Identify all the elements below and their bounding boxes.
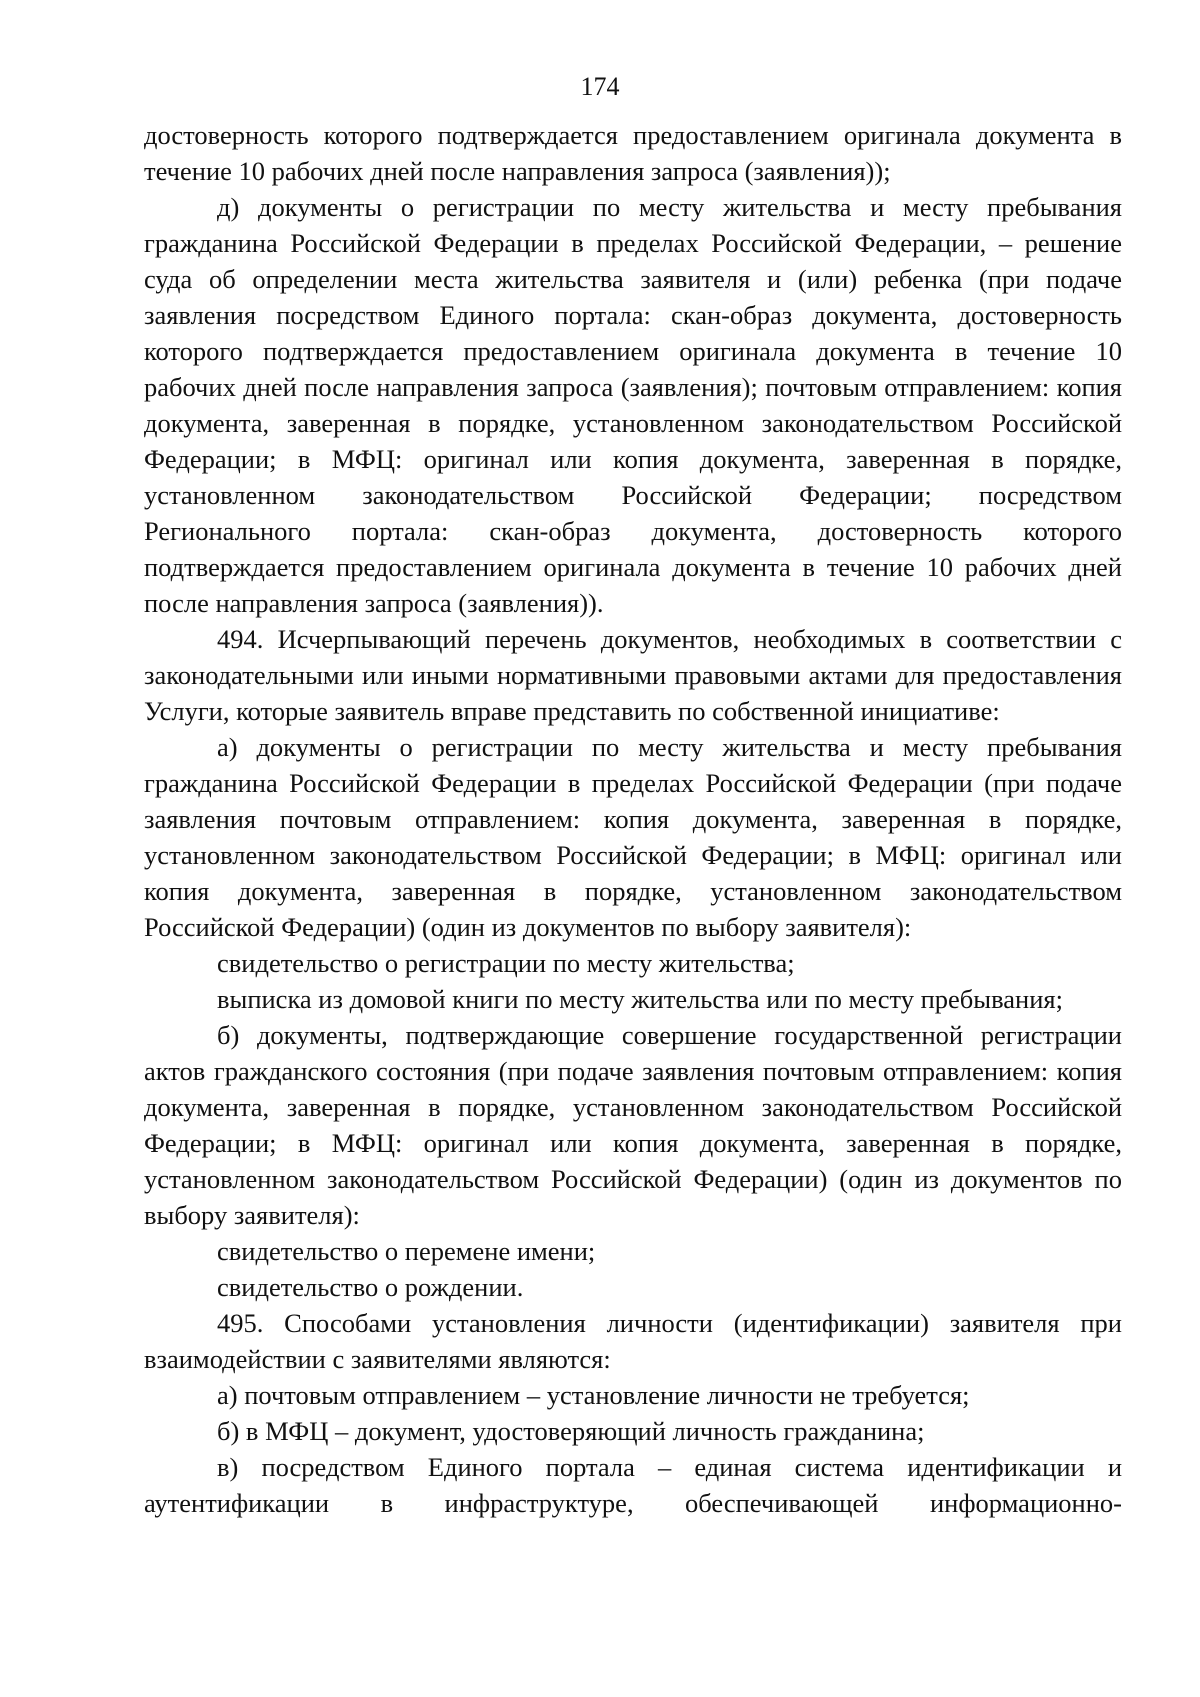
paragraph: в) посредством Единого портала – единая система идентификации и аутентификации в инфраструктуре, обеспечивающей информационно-	[144, 1452, 1122, 1518]
list-item: свидетельство о перемене имени;	[217, 1236, 596, 1266]
paragraph: д) документы о регистрации по месту жительства и месту пребывания гражданина Российской Федерации в пределах Российской Федерации, – решение суда об определении места жительства заявителя и (или) ребенка (при подаче заявления посредством Единого портала: скан-образ документа, достоверность которого подтверждается предоставлением оригинала документа в течение 10 рабочих дней после направления запроса (заявления); почтовым отправлением: копия документа, заверенная в порядке, установленном законодательством Российской Федерации; в МФЦ: оригинал или копия документа, заверенная в порядке, установленном законодательством Российской Федерации; посредством Регионального портала: скан-образ документа, достоверность которого подтверждается предоставлением оригинала документа в течение 10 рабочих дней после направления запроса (заявления)).	[144, 192, 1122, 618]
paragraph: 494. Исчерпывающий перечень документов, необходимых в соответствии с законодательными или иными нормативными правовыми актами для предоставления Услуги, которые заявитель вправе представить по собственной инициативе:	[144, 624, 1122, 726]
list-item: свидетельство о рождении.	[217, 1272, 524, 1302]
paragraph: 495. Способами установления личности (идентификации) заявителя при взаимодействии с заявителями являются:	[144, 1308, 1122, 1374]
page-number: 174	[580, 72, 620, 101]
paragraph: а) документы о регистрации по месту жительства и месту пребывания гражданина Российской Федерации в пределах Российской Федерации (при подаче заявления почтовым отправлением: копия документа, заверенная в порядке, установленном законодательством Российской Федерации; в МФЦ: оригинал или копия документа, заверенная в порядке, установленном законодательством Российской Федерации) (один из документов по выбору заявителя):	[144, 732, 1122, 942]
paragraph: б) документы, подтверждающие совершение государственной регистрации актов гражданского состояния (при подаче заявления почтовым отправлением: копия документа, заверенная в порядке, установленном законодательством Российской Федерации; в МФЦ: оригинал или копия документа, заверенная в порядке, установленном законодательством Российской Федерации) (один из документов по выбору заявителя):	[144, 1020, 1122, 1230]
paragraph: достоверность которого подтверждается предоставлением оригинала документа в течение 10 рабочих дней после направления запроса (заявления));	[144, 120, 1122, 186]
list-item: выписка из домовой книги по месту жительства или по месту пребывания;	[217, 984, 1063, 1014]
list-item: свидетельство о регистрации по месту жительства;	[217, 948, 795, 978]
list-item: б) в МФЦ – документ, удостоверяющий личность гражданина;	[217, 1416, 925, 1446]
document-body	[144, 117, 1122, 1521]
list-item: а) почтовым отправлением – установление личности не требуется;	[217, 1380, 970, 1410]
